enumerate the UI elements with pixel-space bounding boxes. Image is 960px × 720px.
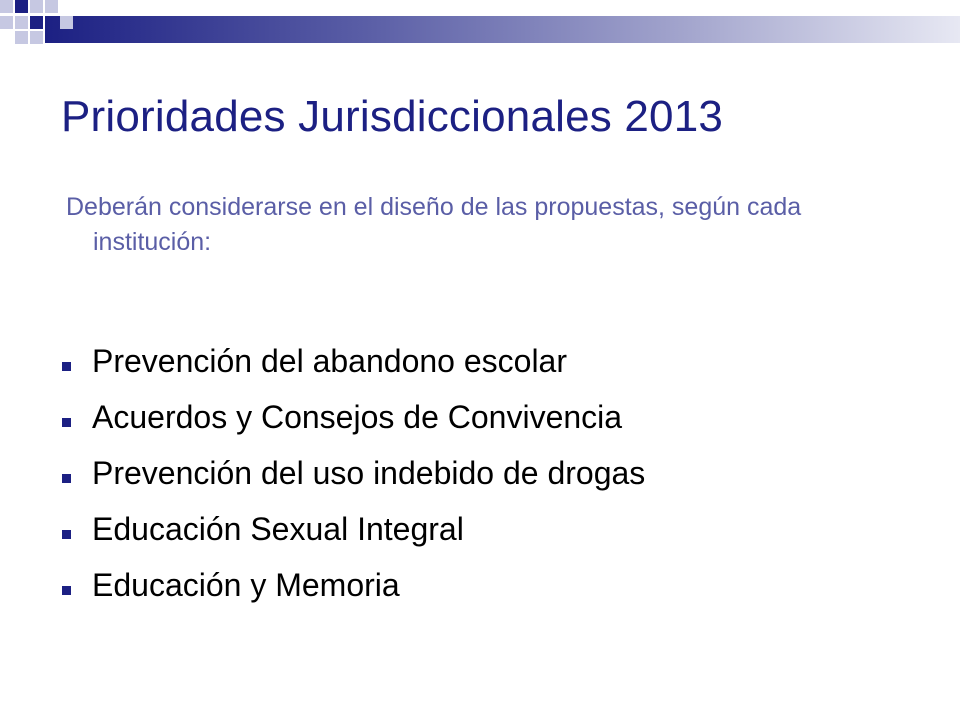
square-bullet-icon xyxy=(62,418,71,427)
square-bullet-icon xyxy=(62,530,71,539)
bullet-text: Prevención del uso indebido de drogas xyxy=(92,454,646,491)
bullet-text: Prevención del abandono escolar xyxy=(92,342,567,379)
bullet-item xyxy=(62,501,645,557)
decorative-square xyxy=(15,0,28,13)
decorative-square xyxy=(15,31,28,44)
header-gradient-band xyxy=(45,16,960,43)
decorative-square xyxy=(15,16,28,29)
bullet-item xyxy=(62,333,645,389)
decorative-square xyxy=(45,0,58,13)
decorative-square xyxy=(0,16,13,29)
bullet-text: Educación Sexual Integral xyxy=(92,510,464,547)
bullet-text: Educación y Memoria xyxy=(92,566,400,603)
bullet-list xyxy=(62,333,645,613)
decorative-square xyxy=(30,31,43,44)
bullet-item xyxy=(62,389,645,445)
square-bullet-icon xyxy=(62,586,71,595)
decorative-square xyxy=(30,16,43,29)
decorative-square xyxy=(0,0,13,13)
slide-subtitle: Deberán considerarse en el diseño de las propuestas, según cada institución: xyxy=(66,193,802,256)
bullet-item xyxy=(62,557,645,613)
bullet-item xyxy=(62,445,645,501)
decorative-square xyxy=(30,0,43,13)
bullet-text: Acuerdos y Consejos de Convivencia xyxy=(92,398,623,435)
decorative-square xyxy=(60,16,73,29)
slide-title: Prioridades Jurisdiccionales 2013 xyxy=(61,92,724,141)
square-bullet-icon xyxy=(62,362,71,371)
square-bullet-icon xyxy=(62,474,71,483)
